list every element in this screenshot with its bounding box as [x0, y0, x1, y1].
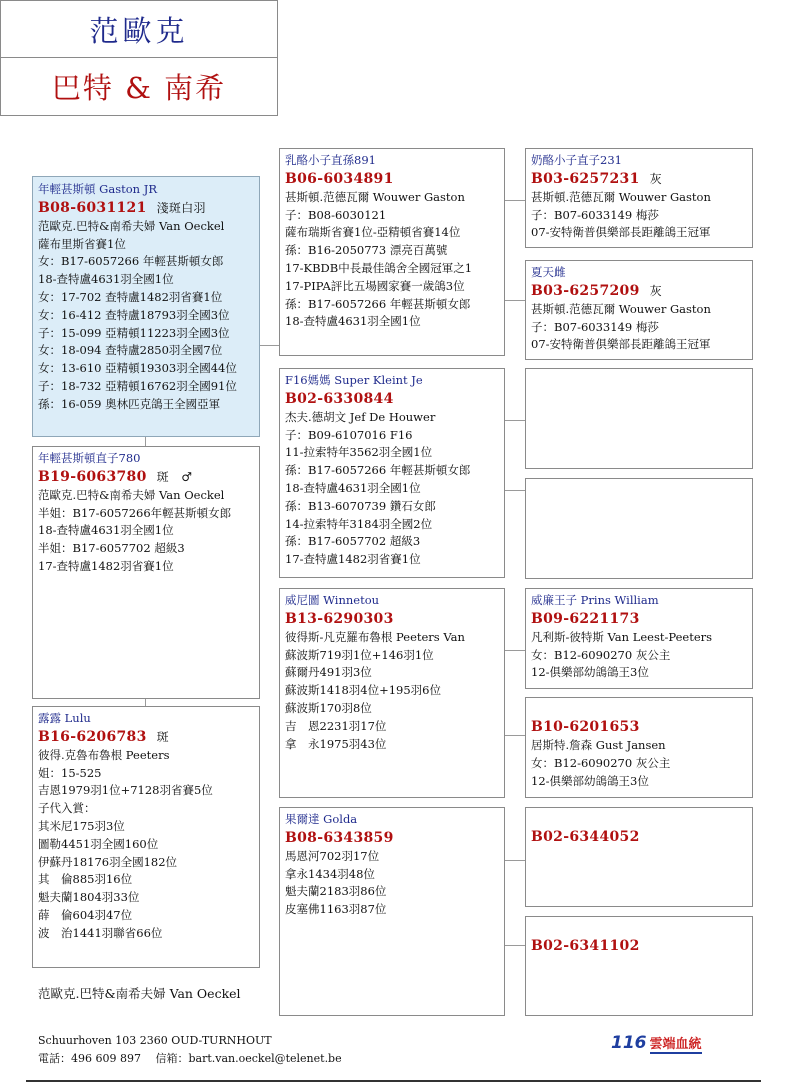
dss-ring: B09-6221173: [531, 610, 640, 627]
sss-color: 灰: [649, 171, 662, 186]
sire-color: 斑 ♂: [156, 469, 193, 484]
connector: [504, 200, 525, 201]
ss-ring: B06-6034891: [285, 170, 394, 187]
dsd-card[interactable]: [525, 697, 753, 798]
dd-name: 果爾達 Golda: [285, 812, 358, 826]
dds-card[interactable]: [525, 807, 753, 907]
logo-number: 116: [611, 1033, 647, 1053]
connector: [145, 436, 146, 446]
sire-line: 范歐克.巴特&南希夫婦 Van Oeckel: [38, 487, 225, 502]
sd-name: F16媽媽 Super Kleint Je: [285, 373, 423, 387]
connector: [504, 650, 525, 651]
connector: [504, 735, 525, 736]
dam-line: 彼得.克魯布魯根 Peeters: [38, 747, 170, 762]
footer-address-block: [38, 1032, 342, 1068]
subject-line: 子：15-099 亞精頓11223羽全國3位: [38, 325, 230, 340]
ssd-line: 子：B07-6033149 梅莎: [531, 319, 659, 334]
ss-line: 17-PIPA評比五場國家賽一歲鴿3位: [285, 278, 465, 293]
ss-name: 乳酪小子直孫891: [285, 153, 376, 167]
subject-line: 薩布里斯省賽1位: [38, 236, 126, 251]
footer-address: Schuurhoven 103 2360 OUD-TURNHOUT: [38, 1034, 272, 1047]
sd-line: 18-查特盧4631羽全國1位: [285, 480, 421, 495]
sd-line: 11-拉索特年3562羽全國1位: [285, 445, 433, 460]
dam-ring: B16-6206783: [38, 728, 147, 745]
dam-line: 伊蘇丹18176羽全國182位: [38, 854, 178, 869]
sire-sire-card[interactable]: [279, 148, 505, 356]
ddd-ring: B02-6341102: [531, 938, 640, 954]
ds-line: 拿 永1975羽43位: [285, 736, 387, 751]
sire-card[interactable]: [32, 446, 260, 699]
brand-logo: [611, 1032, 723, 1054]
sd-line: 孫：B17-6057266 年輕甚斯頓女郎: [285, 463, 471, 478]
connector: [504, 860, 525, 861]
dd-line: 皮塞佛1163羽87位: [285, 902, 387, 917]
ss-line: 子：B08-6030121: [285, 207, 387, 222]
dsd-ring: B10-6201653: [531, 719, 640, 735]
ss-line: 孫：B17-6057266 年輕甚斯頓女郎: [285, 296, 471, 311]
connector: [504, 420, 525, 421]
subject-line: 范歐克.巴特&南希夫婦 Van Oeckel: [38, 218, 225, 233]
connector: [259, 345, 279, 346]
sss-line: 子：B07-6033149 梅莎: [531, 207, 659, 222]
ds-line: 彼得斯-凡克羅布魯根 Peeters Van: [285, 629, 465, 644]
dsd-line: 居斯特.詹森 Gust Jansen: [531, 738, 666, 752]
sire-line: 半姐：B17-6057266年輕甚斯頓女郎: [38, 505, 232, 520]
subject-card[interactable]: [32, 176, 260, 437]
sss-line: 甚斯頓.范德瓦爾 Wouwer Gaston: [531, 189, 711, 204]
sire-dam-card[interactable]: [279, 368, 505, 578]
owner-name-title: 范歐克: [89, 13, 189, 48]
dam-line: 其米尼175羽3位: [38, 818, 125, 833]
dam-dam-card[interactable]: [279, 807, 505, 1016]
dam-line: 姐：15-525: [38, 765, 102, 780]
subject-line: 女：13-610 亞精頓19303羽全國44位: [38, 361, 237, 376]
dam-line: 薛 倫604羽47位: [38, 907, 133, 922]
subject-name: 年輕甚斯頓 Gaston JR: [38, 182, 157, 196]
ssd-line: 甚斯頓.范德瓦爾 Wouwer Gaston: [531, 301, 711, 316]
ds-name: 威尼圖 Winnetou: [285, 593, 380, 607]
subject-line: 女：B17-6057266 年輕甚斯頓女郎: [38, 254, 224, 269]
dss-line: 凡利斯-彼特斯 Van Leest-Peeters: [531, 629, 713, 644]
ssd-color: 灰: [649, 283, 662, 298]
sss-card[interactable]: [525, 148, 753, 248]
sire-line: 17-查特盧1482羽省賽1位: [38, 558, 174, 573]
dam-sire-card[interactable]: [279, 588, 505, 798]
dam-line: 其 倫885羽16位: [38, 872, 133, 887]
connector: [504, 490, 525, 491]
sdd-card-empty[interactable]: [525, 478, 753, 579]
connector: [504, 945, 525, 946]
sd-line: 17-查特盧1482羽省賽1位: [285, 552, 421, 567]
dam-card[interactable]: [32, 706, 260, 968]
sd-line: 孫：B13-6070739 鑽石女郎: [285, 498, 436, 513]
connector: [145, 698, 146, 706]
bottom-rule: [26, 1080, 761, 1082]
sd-ring: B02-6330844: [285, 390, 394, 407]
title-box: [0, 0, 278, 116]
sd-line: 14-拉索特年3184羽全國2位: [285, 516, 433, 531]
dds-ring: B02-6344052: [531, 829, 640, 845]
dam-line: 吉恩1979羽1位+7128羽省賽5位: [38, 783, 213, 798]
ds-line: 吉 恩2231羽17位: [285, 718, 387, 733]
subject-line: 孫：16-059 奧林匹克鴿王全國亞軍: [38, 396, 221, 411]
sss-ring: B03-6257231: [531, 170, 640, 187]
logo-text: 雲端血統: [650, 1033, 702, 1054]
sss-name: 奶酪小子直子231: [531, 153, 622, 167]
dam-line: 魁夫蘭1804羽33位: [38, 890, 140, 905]
sd-line: 子：B09-6107016 F16: [285, 427, 413, 442]
ssd-card[interactable]: [525, 260, 753, 360]
ssd-ring: B03-6257209: [531, 282, 640, 299]
dd-line: 魁夫蘭2183羽86位: [285, 884, 387, 899]
owner-subtitle: 巴特 & 南希: [51, 70, 227, 105]
subject-line: 18-查特盧4631羽全國1位: [38, 272, 174, 287]
ssd-line: 07-安特衛普俱樂部長距離鴿王冠軍: [531, 337, 711, 352]
dam-line: 波 治1441羽聯省66位: [38, 925, 163, 940]
footer-contact: 電話：496 609 897 信箱：bart.van.oeckel@telenet.be: [38, 1052, 342, 1065]
ds-line: 蘇波斯719羽1位+146羽1位: [285, 647, 434, 662]
ssd-name: 夏天雌: [531, 265, 566, 279]
dsd-line: 12-俱樂部幼鴿鴿王3位: [531, 773, 649, 788]
sds-card-empty[interactable]: [525, 368, 753, 469]
sss-line: 07-安特衛普俱樂部長距離鴿王冠軍: [531, 225, 711, 240]
ds-line: 蘇爾丹491羽3位: [285, 665, 372, 680]
sire-line: 18-查特盧4631羽全國1位: [38, 523, 174, 538]
sire-name: 年輕甚斯頓直子780: [38, 451, 141, 465]
dam-name: 露露 Lulu: [38, 711, 91, 725]
dss-line: 12-俱樂部幼鴿鴿王3位: [531, 665, 649, 680]
sd-line: 孫：B17-6057702 超級3: [285, 534, 421, 549]
dsd-line: 女：B12-6090270 灰公主: [531, 755, 671, 770]
ds-ring: B13-6290303: [285, 610, 394, 627]
ss-line: 薩布瑞斯省賽1位-亞精頓省賽14位: [285, 225, 461, 240]
ds-line: 蘇波斯1418羽4位+195羽6位: [285, 683, 441, 698]
sire-ring: B19-6063780: [38, 468, 147, 485]
ss-line: 孫：B16-2050773 漂亮百萬號: [285, 243, 448, 258]
sd-line: 杰夫.德胡文 Jef De Houwer: [285, 409, 436, 424]
dam-color: 斑: [156, 729, 169, 744]
ss-line: 甚斯頓.范德瓦爾 Wouwer Gaston: [285, 189, 465, 204]
dam-line: 子代入賞：: [38, 801, 96, 816]
dam-line: 圖勒4451羽全國160位: [38, 836, 159, 851]
ss-line: 18-查特盧4631羽全國1位: [285, 314, 421, 329]
subject-line: 子：18-732 亞精頓16762羽全國91位: [38, 378, 237, 393]
dd-ring: B08-6343859: [285, 829, 394, 846]
connector: [504, 300, 525, 301]
dd-line: 馬恩河702羽17位: [285, 848, 380, 863]
dss-card[interactable]: [525, 588, 753, 689]
dd-line: 拿永1434羽48位: [285, 866, 375, 881]
sire-line: 半姐：B17-6057702 超級3: [38, 541, 185, 556]
dss-line: 女：B12-6090270 灰公主: [531, 647, 671, 662]
ds-line: 蘇波斯170羽8位: [285, 700, 372, 715]
subject-ring: B08-6031121: [38, 199, 147, 216]
footer-owner: 范歐克.巴特&南希夫婦 Van Oeckel: [38, 986, 241, 1001]
subject-line: 女：18-094 查特盧2850羽全國7位: [38, 343, 223, 358]
ss-line: 17-KBDB中長最佳鴿舍全國冠軍之1: [285, 260, 473, 275]
ddd-card[interactable]: [525, 916, 753, 1016]
subject-line: 女：16-412 查特盧18793羽全國3位: [38, 307, 230, 322]
subject-line: 女：17-702 查特盧1482羽省賽1位: [38, 289, 223, 304]
subject-color: 淺斑白羽: [156, 200, 206, 215]
dss-name: 威廉王子 Prins William: [531, 593, 659, 607]
